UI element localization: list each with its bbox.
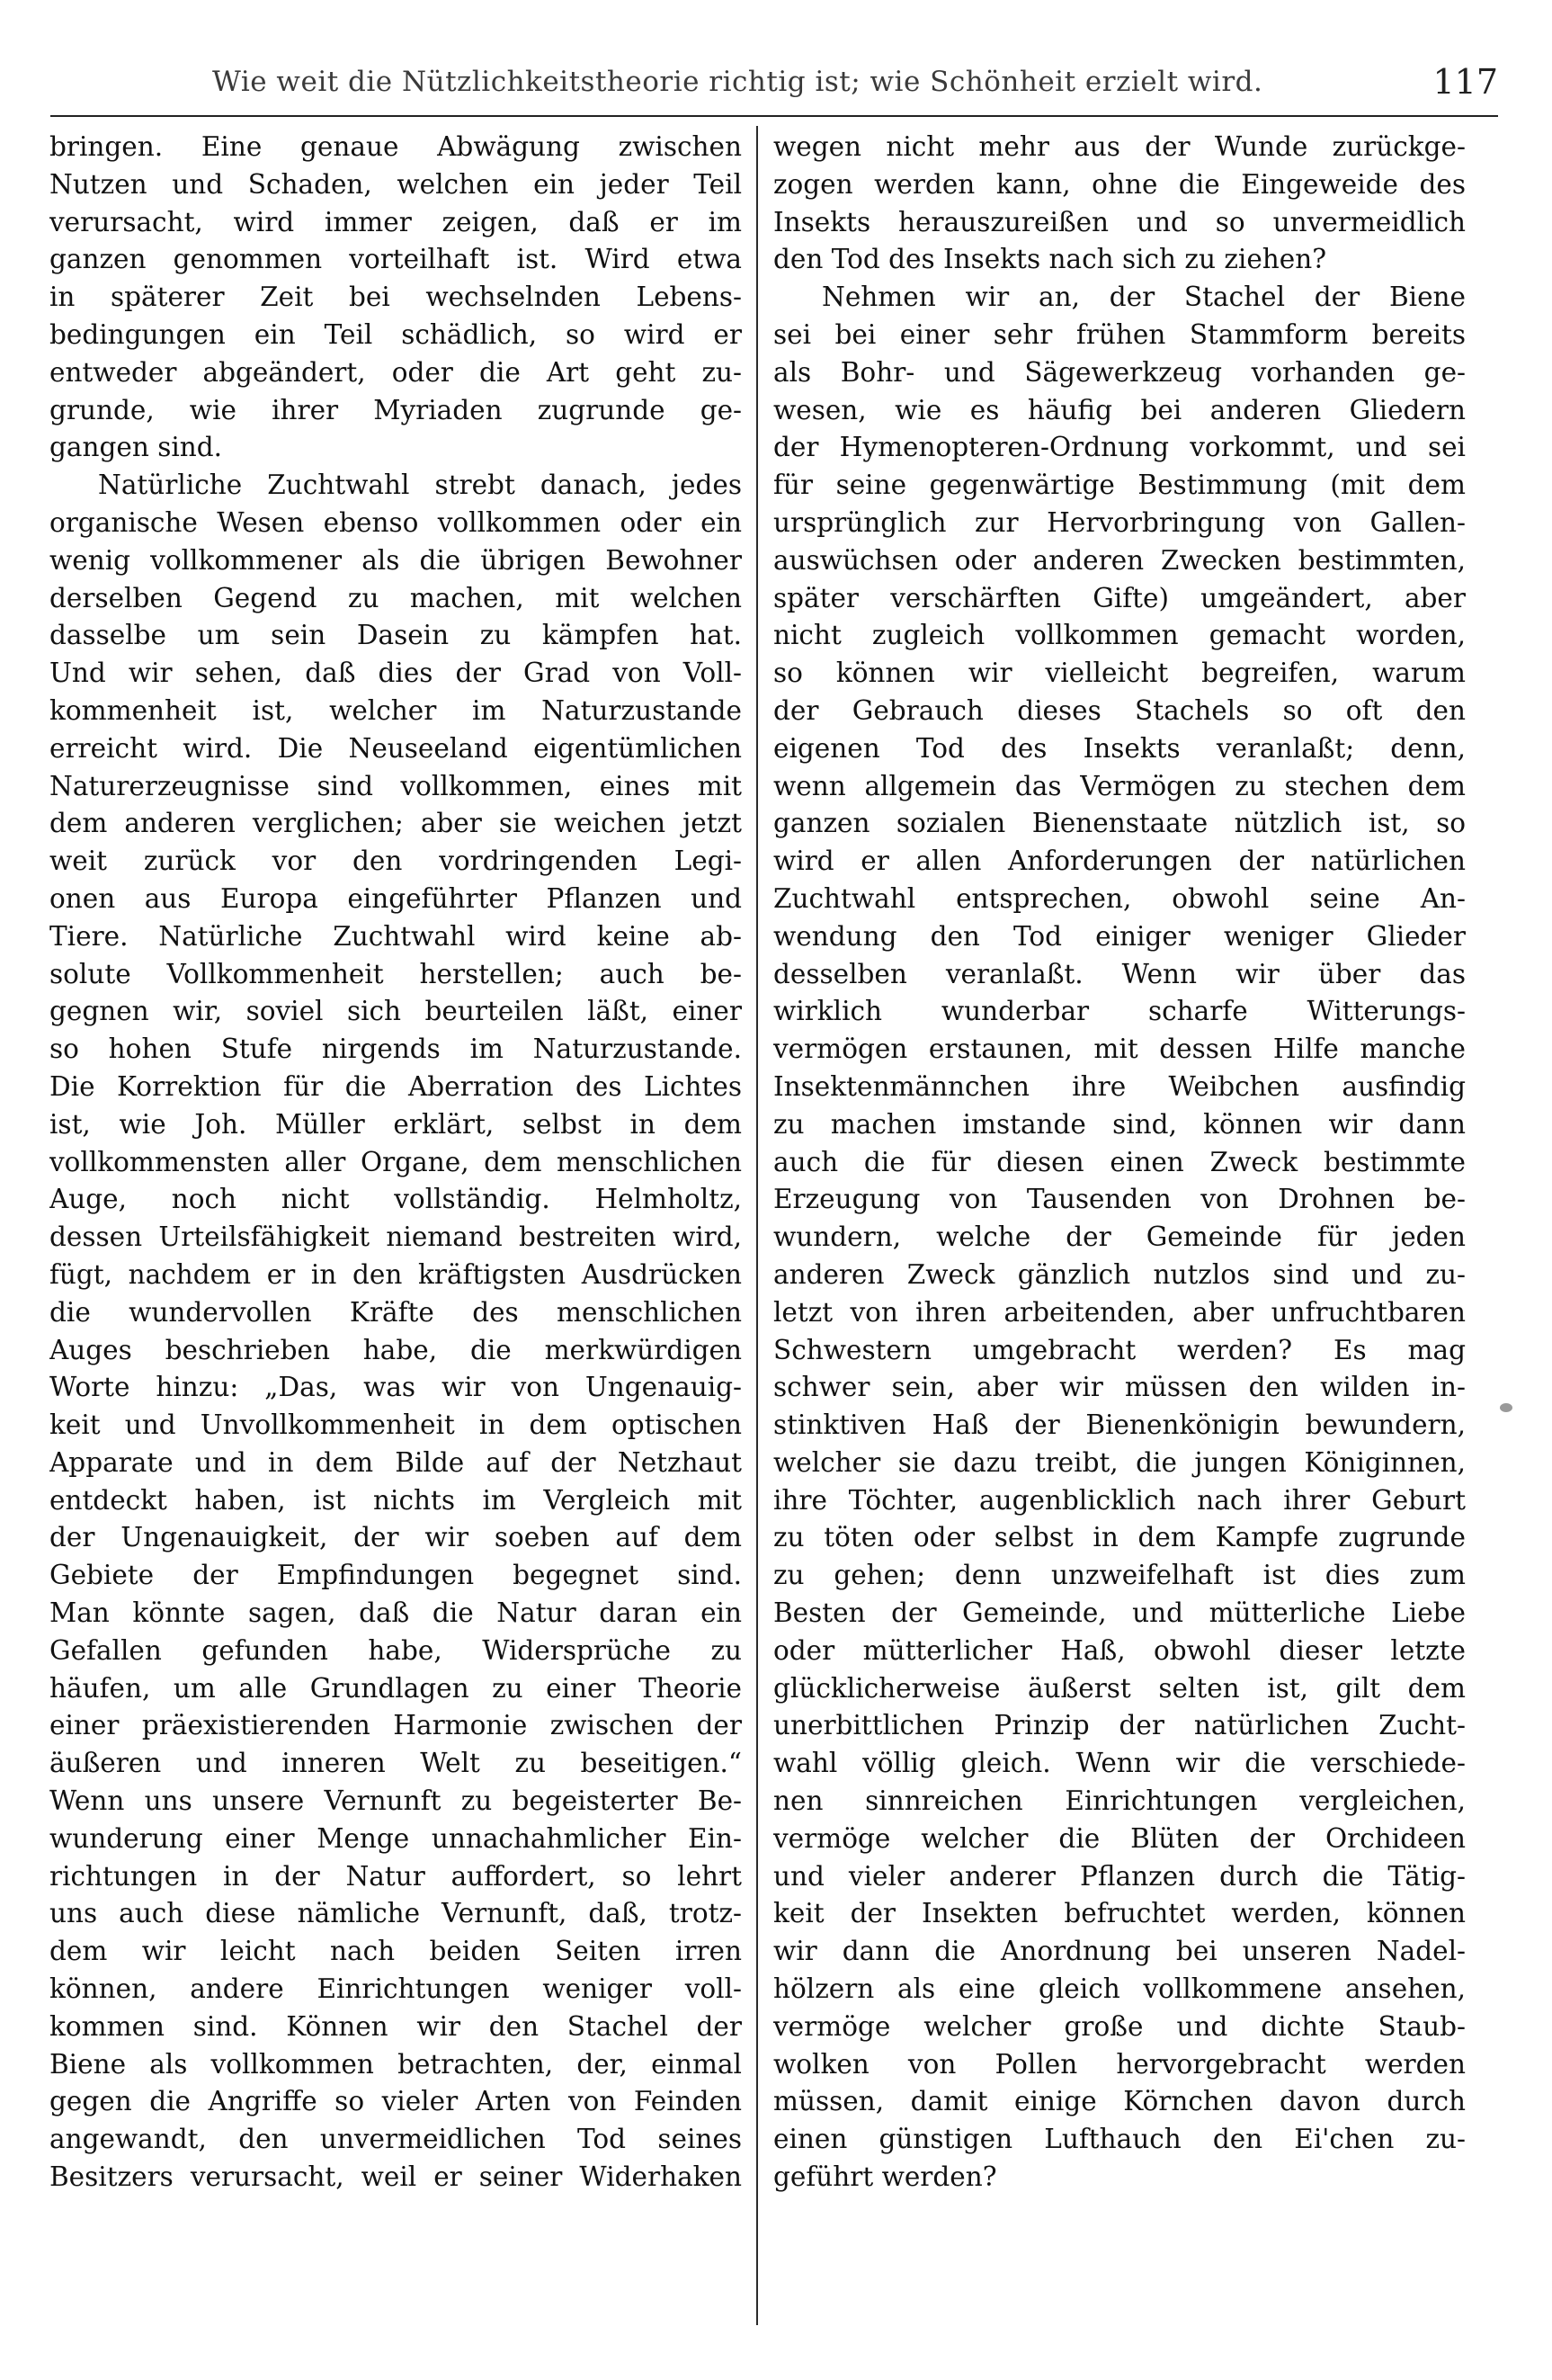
- right-column-line: wesen, wie es häufig bei anderen Gliedern: [773, 394, 1466, 425]
- left-column-line: grunde, wie ihrer Myriaden zugrunde ge-: [49, 394, 742, 425]
- left-column-line: fügt, nachdem er in den kräftigsten Ausdrücken: [49, 1258, 742, 1290]
- right-column-line: zu töten oder selbst in dem Kampfe zugrunde: [773, 1522, 1466, 1553]
- right-column-line: Insekts herauszureißen und so unvermeidlich: [773, 206, 1466, 237]
- left-column-line: bedingungen ein Teil schädlich, so wird er: [49, 318, 742, 350]
- left-column-line: häufen, um alle Grundlagen zu einer Theorie: [49, 1672, 742, 1704]
- left-column-line: Biene als vollkommen betrachten, der, einmal: [49, 2048, 742, 2080]
- right-column-line: vermöge welcher die Blüten der Orchideen: [773, 1822, 1466, 1854]
- right-column-line: Zuchtwahl entsprechen, obwohl seine An-: [773, 882, 1466, 914]
- left-column-line: dem wir leicht nach beiden Seiten irren: [49, 1936, 742, 1967]
- right-column-line: als Bohr- und Sägewerkzeug vorhanden ge-: [773, 356, 1466, 388]
- paper-speck: [1500, 1403, 1512, 1412]
- left-column-line: dessen Urteilsfähigkeit niemand bestreiten wird,: [49, 1221, 742, 1253]
- left-column-line: einer präexistierenden Harmonie zwischen der: [49, 1710, 742, 1741]
- page-number: 117: [1432, 62, 1498, 102]
- right-column-line: wendung den Tod einiger weniger Glieder: [773, 920, 1466, 952]
- left-column-line: der Ungenauigkeit, der wir soeben auf dem: [49, 1522, 742, 1553]
- left-column-line: wenig vollkommener als die übrigen Bewohner: [49, 544, 742, 576]
- header-rule: [50, 115, 1498, 117]
- left-column-line: Gefallen gefunden habe, Widersprüche zu: [49, 1634, 742, 1666]
- left-column-line: gangen sind.: [49, 432, 223, 463]
- right-column-line: auch die für diesen einen Zweck bestimmte: [773, 1146, 1466, 1177]
- right-column-line: und vieler anderer Pflanzen durch die Tätig-: [773, 1860, 1466, 1892]
- right-column-line: der Hymenopteren-Ordnung vorkommt, und sei: [773, 432, 1466, 463]
- right-column-line: desselben veranlaßt. Wenn wir über das: [773, 958, 1466, 989]
- left-column-line: so hohen Stufe nirgends im Naturzustande.: [49, 1033, 742, 1065]
- running-title: Wie weit die Nützlichkeitstheorie richtig ist; wie Schönheit erzielt wird.: [212, 66, 1263, 98]
- right-column-line: für seine gegenwärtige Bestimmung (mit dem: [773, 470, 1466, 501]
- right-column-line: ursprünglich zur Hervorbringung von Gallen-: [773, 506, 1466, 538]
- right-column-line: Insektenmännchen ihre Weibchen ausfindig: [773, 1070, 1466, 1102]
- right-column-line: sei bei einer sehr frühen Stammform bereits: [773, 318, 1466, 350]
- right-column-line: ganzen sozialen Bienenstaate nützlich ist, so: [773, 808, 1466, 839]
- left-column-line: ganzen genommen vorteilhaft ist. Wird etwa: [49, 244, 742, 275]
- left-column-line: uns auch diese nämliche Vernunft, daß, trotz-: [49, 1898, 742, 1929]
- right-column-line: hölzern als eine gleich vollkommene ansehen,: [773, 1973, 1466, 2005]
- left-column-line: gegen die Angriffe so vieler Arten von Feinden: [49, 2086, 742, 2117]
- left-column: [49, 129, 742, 2197]
- right-column-line: wundern, welche der Gemeinde für jeden: [773, 1221, 1466, 1253]
- right-column-line: glücklicherweise äußerst selten ist, gilt dem: [773, 1672, 1466, 1704]
- right-column-line: unerbittlichen Prinzip der natürlichen Zucht-: [773, 1710, 1466, 1741]
- left-column-line: onen aus Europa eingeführter Pflanzen und: [49, 882, 742, 914]
- left-column-line: kommenheit ist, welcher im Naturzustande: [49, 694, 742, 726]
- right-column-line: nicht zugleich vollkommen gemacht worden,: [773, 620, 1466, 651]
- right-column-line: der Gebrauch dieses Stachels so oft den: [773, 694, 1466, 726]
- left-column-line: solute Vollkommenheit herstellen; auch be-: [49, 958, 742, 989]
- right-column-line: eigenen Tod des Insekts veranlaßt; denn,: [773, 732, 1466, 764]
- right-column-line: Nehmen wir an, der Stachel der Biene: [822, 282, 1466, 313]
- left-column-line: Auges beschrieben habe, die merkwürdigen: [49, 1334, 742, 1365]
- left-column-line: Gebiete der Empfindungen begegnet sind.: [49, 1560, 742, 1591]
- right-column-line: schwer sein, aber wir müssen den wilden in-: [773, 1372, 1466, 1403]
- left-column-line: Nutzen und Schaden, welchen ein jeder Teil: [49, 168, 742, 200]
- right-column-line: nen sinnreichen Einrichtungen vergleichen,: [773, 1785, 1466, 1817]
- left-column-line: die wundervollen Kräfte des menschlichen: [49, 1296, 742, 1328]
- left-column-line: erreicht wird. Die Neuseeland eigentümlichen: [49, 732, 742, 764]
- left-column-line: äußeren und inneren Welt zu beseitigen.“: [49, 1748, 742, 1779]
- right-column-line: Schwestern umgebracht werden? Es mag: [773, 1334, 1466, 1365]
- right-column-line: wegen nicht mehr aus der Wunde zurückge-: [773, 131, 1466, 162]
- left-column-line: dasselbe um sein Dasein zu kämpfen hat.: [49, 620, 742, 651]
- left-column-line: derselben Gegend zu machen, mit welchen: [49, 582, 742, 613]
- right-column-line: wirklich wunderbar scharfe Witterungs-: [773, 996, 1466, 1027]
- left-column-line: Worte hinzu: „Das, was wir von Ungenauig-: [49, 1372, 742, 1403]
- left-column-line: Naturerzeugnisse sind vollkommen, eines mit: [49, 770, 742, 801]
- left-column-line: keit und Unvollkommenheit in dem optischen: [49, 1409, 742, 1441]
- left-column-line: Und wir sehen, daß dies der Grad von Voll-: [49, 658, 742, 689]
- left-column-line: weit zurück vor den vordringenden Legi-: [49, 846, 742, 877]
- right-column-line: wird er allen Anforderungen der natürlichen: [773, 846, 1466, 877]
- left-column-line: Auge, noch nicht vollständig. Helmholtz,: [49, 1184, 742, 1215]
- right-column-line: wenn allgemein das Vermögen zu stechen dem: [773, 770, 1466, 801]
- right-column-line: zogen werden kann, ohne die Eingeweide des: [773, 168, 1466, 200]
- right-column: [773, 129, 1466, 2197]
- left-column-line: gegnen wir, soviel sich beurteilen läßt, einer: [49, 996, 742, 1027]
- left-column-line: in späterer Zeit bei wechselnden Lebens-: [49, 282, 742, 313]
- left-column-line: Wenn uns unsere Vernunft zu begeisterter Be-: [49, 1785, 742, 1817]
- right-column-line: vermögen erstaunen, mit dessen Hilfe manche: [773, 1033, 1466, 1065]
- right-column-line: keit der Insekten befruchtet werden, können: [773, 1898, 1466, 1929]
- right-column-line: wolken von Pollen hervorgebracht werden: [773, 2048, 1466, 2080]
- left-column-line: Besitzers verursacht, weil er seiner Widerhaken: [49, 2161, 742, 2193]
- right-column-line: so können wir vielleicht begreifen, warum: [773, 658, 1466, 689]
- right-column-line: geführt werden?: [773, 2161, 997, 2193]
- right-column-line: ihre Töchter, augenblicklich nach ihrer Geburt: [773, 1484, 1466, 1516]
- right-column-line: zu machen imstande sind, können wir dann: [773, 1108, 1466, 1140]
- right-column-line: müssen, damit einige Körnchen davon durch: [773, 2086, 1466, 2117]
- right-column-line: welcher sie dazu treibt, die jungen Königinnen,: [773, 1446, 1466, 1478]
- left-column-line: ist, wie Joh. Müller erklärt, selbst in dem: [49, 1108, 742, 1140]
- right-column-line: wir dann die Anordnung bei unseren Nadel-: [773, 1936, 1466, 1967]
- page-header: [50, 56, 1498, 108]
- right-column-line: anderen Zweck gänzlich nutzlos sind und zu-: [773, 1258, 1466, 1290]
- right-column-line: einen günstigen Lufthauch den Ei'chen zu-: [773, 2124, 1466, 2155]
- left-column-line: bringen. Eine genaue Abwägung zwischen: [49, 131, 742, 162]
- left-column-line: angewandt, den unvermeidlichen Tod seines: [49, 2124, 742, 2155]
- right-column-line: später verschärften Gifte) umgeändert, aber: [773, 582, 1466, 613]
- left-column-line: entweder abgeändert, oder die Art geht zu-: [49, 356, 742, 388]
- right-column-line: den Tod des Insekts nach sich zu ziehen?: [773, 244, 1327, 275]
- left-column-line: wunderung einer Menge unnachahmlicher Ein-: [49, 1822, 742, 1854]
- right-column-line: letzt von ihren arbeitenden, aber unfruchtbaren: [773, 1296, 1466, 1328]
- right-column-line: Erzeugung von Tausenden von Drohnen be-: [773, 1184, 1466, 1215]
- left-column-line: verursacht, wird immer zeigen, daß er im: [49, 206, 742, 237]
- left-column-line: richtungen in der Natur auffordert, so lehrt: [49, 1860, 742, 1892]
- right-column-line: vermöge welcher große und dichte Staub-: [773, 2010, 1466, 2042]
- left-column-line: Tiere. Natürliche Zuchtwahl wird keine ab-: [49, 920, 742, 952]
- right-column-line: zu gehen; denn unzweifelhaft ist dies zum: [773, 1560, 1466, 1591]
- right-column-line: oder mütterlicher Haß, obwohl dieser letzte: [773, 1634, 1466, 1666]
- left-column-line: vollkommensten aller Organe, dem menschlichen: [49, 1146, 742, 1177]
- left-column-line: Apparate und in dem Bilde auf der Netzhaut: [49, 1446, 742, 1478]
- right-column-line: Besten der Gemeinde, und mütterliche Liebe: [773, 1597, 1466, 1629]
- column-divider: [756, 126, 758, 2325]
- left-column-line: Die Korrektion für die Aberration des Lichtes: [49, 1070, 742, 1102]
- right-column-line: stinktiven Haß der Bienenkönigin bewundern,: [773, 1409, 1466, 1441]
- left-column-line: kommen sind. Können wir den Stachel der: [49, 2010, 742, 2042]
- left-column-line: können, andere Einrichtungen weniger voll-: [49, 1973, 742, 2005]
- left-column-line: dem anderen verglichen; aber sie weichen jetzt: [49, 808, 742, 839]
- left-column-line: entdeckt haben, ist nichts im Vergleich mit: [49, 1484, 742, 1516]
- right-column-line: wahl völlig gleich. Wenn wir die verschiede-: [773, 1748, 1466, 1779]
- left-column-line: Natürliche Zuchtwahl strebt danach, jedes: [98, 470, 742, 501]
- left-column-line: organische Wesen ebenso vollkommen oder ein: [49, 506, 742, 538]
- left-column-line: Man könnte sagen, daß die Natur daran ein: [49, 1597, 742, 1629]
- right-column-line: auswüchsen oder anderen Zwecken bestimmten,: [773, 544, 1466, 576]
